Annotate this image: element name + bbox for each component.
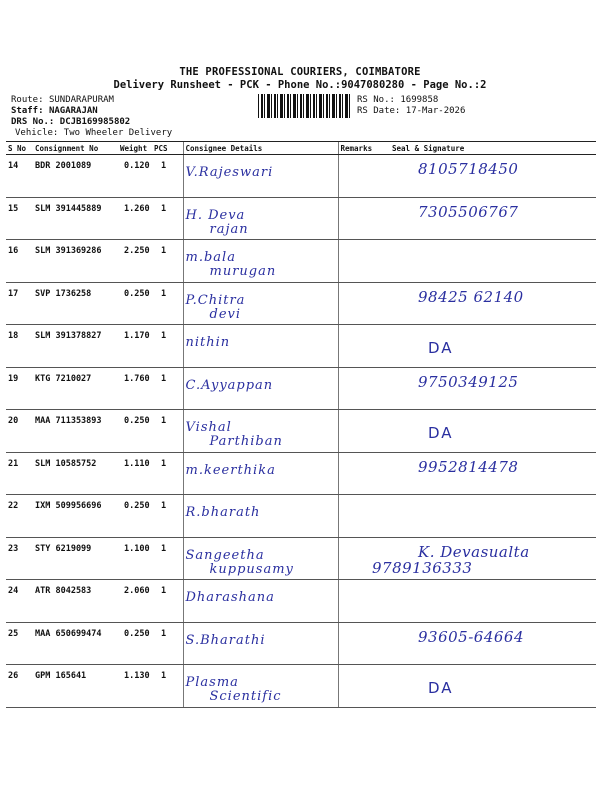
row-consignee bbox=[183, 495, 338, 538]
row-weight: 1.260 bbox=[118, 197, 152, 240]
table-header-row bbox=[6, 142, 596, 155]
consignee-name: nithin bbox=[185, 335, 231, 350]
table-row bbox=[6, 622, 596, 665]
table-row bbox=[6, 410, 596, 453]
row-seal bbox=[370, 665, 596, 708]
rs-no-value: 1699858 bbox=[400, 95, 439, 105]
rs-date-value: 17-Mar-2026 bbox=[405, 106, 466, 116]
row-consignee bbox=[183, 622, 338, 665]
row-pcs: 1 bbox=[152, 325, 183, 368]
meta-left bbox=[11, 95, 172, 139]
row-remarks bbox=[338, 367, 370, 410]
route-line bbox=[11, 95, 172, 106]
table-row bbox=[6, 197, 596, 240]
row-pcs: 1 bbox=[152, 622, 183, 665]
row-sno: 21 bbox=[6, 452, 33, 495]
row-pcs: 1 bbox=[152, 240, 183, 283]
row-consignment: GPM 165641 bbox=[33, 665, 118, 708]
row-consignment: BDR 2001089 bbox=[33, 155, 118, 198]
row-consignee bbox=[183, 240, 338, 283]
consignee-name: Sangeetha bbox=[185, 547, 265, 563]
table-row bbox=[6, 665, 596, 708]
consignee-name-line2: murugan bbox=[209, 264, 277, 279]
row-seal bbox=[370, 495, 596, 538]
row-seal bbox=[370, 197, 596, 240]
row-seal bbox=[370, 410, 596, 453]
row-remarks bbox=[338, 537, 370, 580]
consignee-name: m.keerthika bbox=[185, 462, 276, 478]
rs-no-line bbox=[357, 95, 465, 106]
row-weight: 0.250 bbox=[118, 495, 152, 538]
staff-line bbox=[11, 106, 172, 117]
col-consignee: Consignee Details bbox=[183, 142, 338, 155]
table-row bbox=[6, 155, 596, 198]
row-remarks bbox=[338, 495, 370, 538]
barcode bbox=[258, 94, 352, 118]
col-sno: S No bbox=[6, 142, 33, 155]
consignee-name: S.Bharathi bbox=[185, 632, 266, 648]
row-remarks bbox=[338, 410, 370, 453]
consignee-name-line2: Scientific bbox=[209, 689, 282, 704]
rs-date-label: RS Date: bbox=[357, 106, 401, 116]
route-value: SUNDARAPURAM bbox=[48, 95, 114, 105]
staff-value: NAGARAJAN bbox=[48, 106, 98, 116]
row-consignment: SLM 391378827 bbox=[33, 325, 118, 368]
signature-text: 9952814478 bbox=[418, 457, 519, 476]
table-row bbox=[6, 537, 596, 580]
row-consignee bbox=[183, 452, 338, 495]
drs-line bbox=[11, 117, 172, 128]
row-weight: 1.130 bbox=[118, 665, 152, 708]
row-sno: 26 bbox=[6, 665, 33, 708]
row-consignment: SLM 391369286 bbox=[33, 240, 118, 283]
row-weight: 1.100 bbox=[118, 537, 152, 580]
row-sno: 23 bbox=[6, 537, 33, 580]
signature-text: 7305506767 bbox=[418, 202, 519, 221]
row-sno: 24 bbox=[6, 580, 33, 623]
consignee-name: Dharashana bbox=[185, 590, 275, 605]
row-pcs: 1 bbox=[152, 495, 183, 538]
rs-no-label: RS No.: bbox=[357, 95, 395, 105]
row-consignee bbox=[183, 282, 338, 325]
row-consignee bbox=[183, 410, 338, 453]
consignee-name-line2: kuppusamy bbox=[209, 561, 294, 577]
table-row bbox=[6, 240, 596, 283]
signature-text: K. Devasualta bbox=[418, 542, 530, 561]
signature-text: 98425 62140 bbox=[418, 287, 524, 306]
row-consignment: SLM 10585752 bbox=[33, 452, 118, 495]
row-remarks bbox=[338, 665, 370, 708]
row-pcs: 1 bbox=[152, 580, 183, 623]
row-seal bbox=[370, 452, 596, 495]
row-consignment: SLM 391445889 bbox=[33, 197, 118, 240]
row-consignee bbox=[183, 580, 338, 623]
signature-text-2: DA bbox=[428, 424, 454, 442]
row-sno: 16 bbox=[6, 240, 33, 283]
row-weight: 1.170 bbox=[118, 325, 152, 368]
vehicle-line bbox=[11, 128, 172, 139]
row-consignment: ATR 8042583 bbox=[33, 580, 118, 623]
row-consignee bbox=[183, 325, 338, 368]
row-consignment: STY 6219099 bbox=[33, 537, 118, 580]
consignee-name: Plasma bbox=[185, 675, 239, 690]
rs-date-line bbox=[357, 106, 465, 117]
row-remarks bbox=[338, 325, 370, 368]
meta-right bbox=[357, 95, 465, 117]
drs-label: DRS No.: bbox=[11, 117, 55, 127]
row-consignment: MAA 650699474 bbox=[33, 622, 118, 665]
col-remarks: Remarks bbox=[338, 142, 370, 155]
row-consignment: KTG 7210027 bbox=[33, 367, 118, 410]
table-row bbox=[6, 580, 596, 623]
row-weight: 0.120 bbox=[118, 155, 152, 198]
row-seal bbox=[370, 622, 596, 665]
row-sno: 20 bbox=[6, 410, 33, 453]
row-weight: 0.250 bbox=[118, 622, 152, 665]
signature-text-2: 9789136333 bbox=[372, 558, 473, 577]
row-consignment: SVP 1736258 bbox=[33, 282, 118, 325]
row-consignee bbox=[183, 537, 338, 580]
route-label: Route: bbox=[11, 95, 44, 105]
row-weight: 1.110 bbox=[118, 452, 152, 495]
row-weight: 1.760 bbox=[118, 367, 152, 410]
row-pcs: 1 bbox=[152, 367, 183, 410]
table-row bbox=[6, 367, 596, 410]
row-pcs: 1 bbox=[152, 197, 183, 240]
row-pcs: 1 bbox=[152, 410, 183, 453]
signature-text: 9750349125 bbox=[418, 372, 519, 391]
row-seal bbox=[370, 537, 596, 580]
signature-text: 8105718450 bbox=[418, 160, 519, 178]
row-consignment: MAA 711353893 bbox=[33, 410, 118, 453]
row-consignee bbox=[183, 367, 338, 410]
consignee-name: V.Rajeswari bbox=[185, 165, 274, 180]
table-row bbox=[6, 282, 596, 325]
consignee-name: R.bharath bbox=[185, 505, 261, 520]
row-pcs: 1 bbox=[152, 537, 183, 580]
row-remarks bbox=[338, 452, 370, 495]
row-consignment: IXM 509956696 bbox=[33, 495, 118, 538]
signature-text-2: DA bbox=[428, 679, 454, 697]
row-sno: 17 bbox=[6, 282, 33, 325]
vehicle-label: Vehicle: bbox=[15, 128, 59, 138]
row-seal bbox=[370, 580, 596, 623]
staff-label: Staff: bbox=[11, 106, 44, 116]
row-sno: 22 bbox=[6, 495, 33, 538]
consignee-name: Vishal bbox=[185, 420, 232, 435]
row-remarks bbox=[338, 622, 370, 665]
row-sno: 15 bbox=[6, 197, 33, 240]
col-pcs: PCS bbox=[152, 142, 183, 155]
consignee-name-line2: rajan bbox=[209, 221, 249, 237]
row-seal bbox=[370, 282, 596, 325]
row-remarks bbox=[338, 580, 370, 623]
row-sno: 25 bbox=[6, 622, 33, 665]
row-consignee bbox=[183, 197, 338, 240]
table-row bbox=[6, 452, 596, 495]
row-weight: 2.060 bbox=[118, 580, 152, 623]
row-weight: 0.250 bbox=[118, 410, 152, 453]
company-name: THE PROFESSIONAL COURIERS, COIMBATORE bbox=[179, 66, 421, 78]
signature-text-2: DA bbox=[428, 339, 454, 357]
table-body bbox=[6, 155, 596, 708]
table-row bbox=[6, 495, 596, 538]
consignee-name: C.Ayyappan bbox=[185, 377, 274, 393]
row-weight: 0.250 bbox=[118, 282, 152, 325]
row-remarks bbox=[338, 197, 370, 240]
row-remarks bbox=[338, 240, 370, 283]
row-pcs: 1 bbox=[152, 452, 183, 495]
vehicle-value: Two Wheeler Delivery bbox=[63, 128, 173, 138]
row-seal bbox=[370, 155, 596, 198]
row-consignee bbox=[183, 665, 338, 708]
drs-value: DCJB169985802 bbox=[59, 117, 131, 127]
row-seal bbox=[370, 240, 596, 283]
consignee-name: m.bala bbox=[185, 250, 236, 265]
row-pcs: 1 bbox=[152, 155, 183, 198]
runsheet-title: Delivery Runsheet - PCK - Phone No.:9047080280 - Page No.:2 bbox=[113, 79, 487, 91]
consignee-name: H. Deva bbox=[185, 207, 246, 223]
row-sno: 18 bbox=[6, 325, 33, 368]
row-consignee bbox=[183, 155, 338, 198]
row-remarks bbox=[338, 282, 370, 325]
consignee-name: P.Chitra bbox=[185, 292, 246, 308]
table-row bbox=[6, 325, 596, 368]
consignee-name-line2: Parthiban bbox=[209, 434, 283, 449]
row-weight: 2.250 bbox=[118, 240, 152, 283]
row-sno: 14 bbox=[6, 155, 33, 198]
col-consignment: Consignment No bbox=[33, 142, 118, 155]
row-seal bbox=[370, 325, 596, 368]
signature-text: 93605-64664 bbox=[418, 627, 525, 646]
runsheet-table bbox=[6, 141, 596, 708]
row-pcs: 1 bbox=[152, 282, 183, 325]
row-pcs: 1 bbox=[152, 665, 183, 708]
col-weight: Weight bbox=[118, 142, 152, 155]
row-seal bbox=[370, 367, 596, 410]
row-remarks bbox=[338, 155, 370, 198]
col-seal: Seal & Signature bbox=[370, 142, 596, 155]
consignee-name-line2: devi bbox=[209, 306, 242, 322]
row-sno: 19 bbox=[6, 367, 33, 410]
